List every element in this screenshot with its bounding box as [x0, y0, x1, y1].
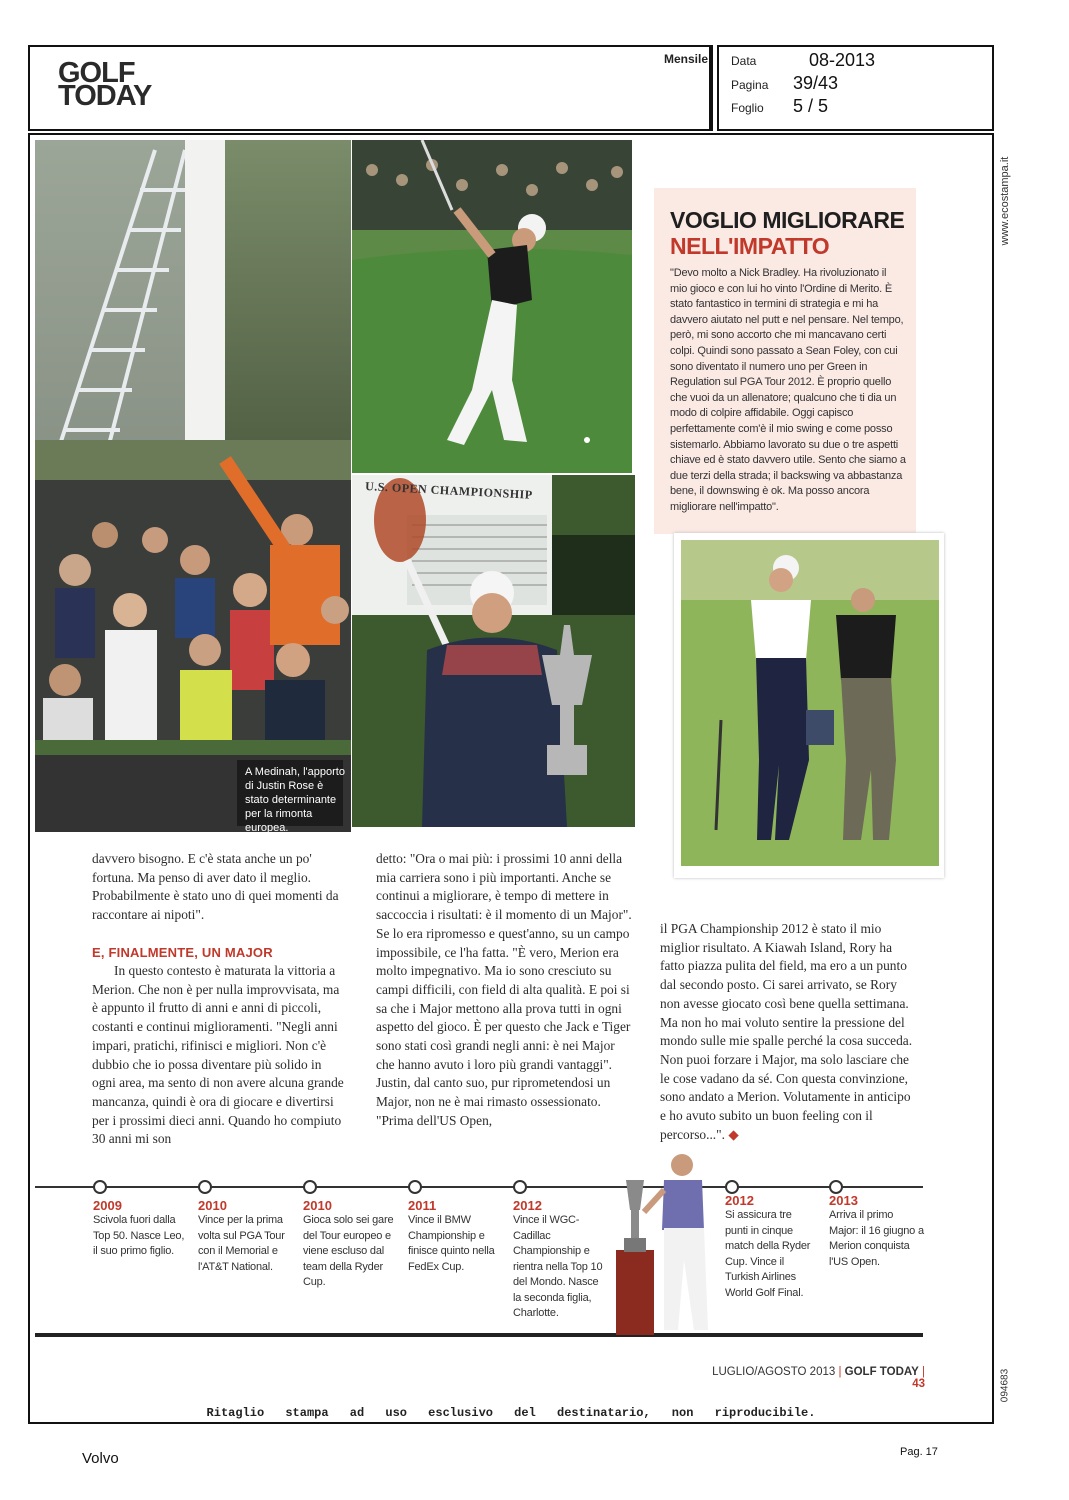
- article-col2: detto: "Ora o mai più: i prossimi 10 anni della mia carriera sono i più importanti. Anche se continui a migliorare, è tempo di mettere in saccoccia i risultati: è il momento di un Major". Se lo era ripromesso e quest'anno, su un campo impossibile, ce l'ha fatta. "È vero, Merion era molto impegnativo. Ma io sono cresciuto su campi difficili, con field di alta qualità. E poi si sa che i Major mettono alla prova tutti in ogni aspetto del gioco. È per questo che Jack e Tiger sono stati così grandi negli anni: è nei Major che hanno avuto i loro più grandi vantaggi". Justin, dal canto suo, pur riprometendosi un Major, non ne è mai rimasto ossessionato. "Prima dell'US Open,: [376, 851, 632, 1128]
- timeline-entry-2010a: [198, 1198, 290, 1275]
- timeline-text: Vince il BMW Championship e finisce quinto nella FedEx Cup.: [408, 1214, 495, 1273]
- clipping-page-number: Pag. 17: [900, 1446, 938, 1458]
- quote-title: [670, 207, 910, 259]
- timeline-year: 2012: [725, 1193, 754, 1208]
- crowd-illustration: [35, 140, 351, 832]
- timeline-dot-2: [198, 1180, 212, 1194]
- timeline-year: 2012: [513, 1198, 542, 1213]
- article-col1-intro: davvero bisogno. E c'è stata anche un po' fortuna. Ma penso di aver dato il meglio. Probabilmente è stato uno di quei momenti da raccontare ai nipoti".: [92, 851, 339, 923]
- timeline-year: 2010: [198, 1198, 227, 1213]
- folio-issue: LUGLIO/AGOSTO 2013: [712, 1366, 836, 1378]
- foglio-value: 5 / 5: [793, 96, 829, 116]
- timeline-text: Vince il WGC-Cadillac Championship e rientra nella Top 10 del Mondo. Nasce la seconda figlia, Charlotte.: [513, 1214, 603, 1319]
- photo-trophy: [352, 475, 635, 827]
- page-folio: [700, 1366, 925, 1390]
- quote-title-line-2: NELL'IMPATTO: [670, 233, 830, 259]
- timeline-base-line: [35, 1333, 923, 1337]
- timeline-dot-4: [408, 1180, 422, 1194]
- magazine-logo: [58, 57, 152, 112]
- article-col3-text: il PGA Championship 2012 è stato il mio miglior risultato. A Kiawah Island, Rory ha fatto piazza pulita del field, ma ero a un punto dal secondo posto. Ci sarei arrivato, se Rory non avesse giocato così bene quella settimana. Ma non ho mai voluto sentire la pressione del mondo sulle mie spalle perché la cosa succeda. Non puoi forzare i Major, ma solo lasciare che le cose vadano da sé. Con questa convinzione, sono andato a Merion. Volutamente in anticipo e ho avuto subito un buon feeling con il percorso...".: [660, 921, 913, 1142]
- timeline-year: 2009: [93, 1198, 122, 1213]
- timeline-text: Gioca solo sei gare del Tour europeo e viene escluso dal team della Ryder Cup.: [303, 1214, 394, 1288]
- timeline-text: Arriva il primo Major: il 16 giugno a Merion conquista l'US Open.: [829, 1209, 924, 1268]
- timeline-entry-2010b: [303, 1198, 395, 1291]
- golfers-illustration: [681, 540, 939, 866]
- folio-separator: |: [838, 1366, 842, 1378]
- scoreboard-title: U.S. OPEN CHAMPIONSHIP: [364, 479, 533, 502]
- timeline-entry-2013: [829, 1193, 924, 1270]
- disclaimer: Ritaglio stampa ad uso esclusivo del destinatario, non riproducibile.: [206, 1406, 816, 1420]
- folio-magazine: GOLF TODAY: [844, 1366, 919, 1378]
- website-vertical: www.ecostampa.it: [999, 156, 1011, 246]
- swing-illustration: [352, 140, 632, 473]
- timeline-dot-3: [303, 1180, 317, 1194]
- timeline-dot-7: [829, 1180, 843, 1194]
- frequency-label: Mensile: [664, 52, 709, 66]
- golfer-trophy-illustration: [612, 1150, 722, 1335]
- timeline-axis: [35, 1186, 923, 1188]
- photo-rose-foley: [681, 540, 939, 866]
- header-divider-left: [711, 45, 713, 131]
- article-end-mark: ◆: [728, 1126, 739, 1142]
- timeline-dot-5: [513, 1180, 527, 1194]
- timeline-year: 2010: [303, 1198, 332, 1213]
- logo-line-2: TODAY: [58, 80, 152, 112]
- trophy-illustration: [352, 475, 635, 827]
- folio-separator-2: |: [922, 1366, 925, 1378]
- timeline-text: Si assicura tre punti in cinque match della Ryder Cup. Vince il Turkish Airlines World Golf Final.: [725, 1209, 811, 1299]
- photo-crowd-medinah: [35, 140, 351, 832]
- code-vertical: 094683: [999, 1368, 1011, 1403]
- quote-title-line-1: VOGLIO MIGLIORARE: [670, 207, 905, 233]
- quote-text: "Devo molto a Nick Bradley. Ha rivoluzionato il mio gioco e con lui ho vinto l'Ordine di Merito. È stato fantastico in termini di strategia e mi ha davvero aiutato nel putt e nel pensare. Nel tempo, però, mi sono accorto che mi mancavano certi colpi. Quindi sono passato a Sean Foley, con cui sono diventato il numero uno per Green in Regulation sul PGA Tour 2012. È proprio quello che vuoi da un allenatore; qualcuno che ti dia un modo di colpire affidabile. Oggi capisco perfettamente com'è il mio swing e come posso sistemarlo. Abbiamo lavorato su due o tre aspetti chiave ed è stato davvero utile. Sento che siamo a due terzi della strada; il backswing va abbastanza bene, il downswing è ok. Ma posso ancora migliorare nell'impatto".: [670, 267, 906, 513]
- client-name: Volvo: [82, 1450, 119, 1467]
- data-label: Data: [731, 54, 757, 68]
- pagina-value: 39/43: [793, 73, 839, 93]
- photo-swing: [352, 140, 632, 473]
- timeline-year: 2011: [408, 1198, 437, 1213]
- article-col3: [660, 920, 918, 1144]
- timeline-entry-2011: [408, 1198, 500, 1275]
- photo-golfer-trophy-cutout: [612, 1150, 722, 1335]
- caption-medinah: A Medinah, l'apporto di Justin Rose è stato determinante per la rimonta europea.: [245, 766, 345, 834]
- timeline-dot-1: [93, 1180, 107, 1194]
- timeline-text: Scivola fuori dalla Top 50. Nasce Leo, il suo primo figlio.: [93, 1214, 185, 1257]
- timeline-entry-2009: [93, 1198, 185, 1260]
- article-col1-body: In questo contesto è maturata la vittoria a Merion. Che non è per nulla improvvisata, ma è appunto il frutto di anni e anni di piccoli, costanti e continui miglioramenti. "Negli anni impari, pratichi, rifinisci e migliori. Non c'è dubbio che io possa diventare più solido in ogni area, ma sento di non avere alcuna grande mancanza, quindi è ora di giocare e divertirsi per i prossimi dieci anni. Quando ho compiuto 30 anni mi son: [92, 963, 344, 1147]
- data-value: 08-2013: [809, 50, 876, 70]
- folio-page-number: 43: [912, 1378, 925, 1390]
- timeline-year: 2013: [829, 1193, 858, 1208]
- timeline-text: Vince per la prima volta sul PGA Tour con il Memorial e l'AT&T National.: [198, 1214, 285, 1273]
- foglio-label: Foglio: [731, 101, 764, 115]
- article-subhead: E, FINALMENTE, UN MAJOR: [92, 945, 273, 960]
- timeline-dot-6: [725, 1180, 739, 1194]
- timeline-entry-2012b: [725, 1193, 817, 1301]
- timeline-entry-2012a: [513, 1198, 605, 1322]
- logo-line-1: GOLF: [58, 57, 135, 89]
- pagina-label: Pagina: [731, 78, 769, 92]
